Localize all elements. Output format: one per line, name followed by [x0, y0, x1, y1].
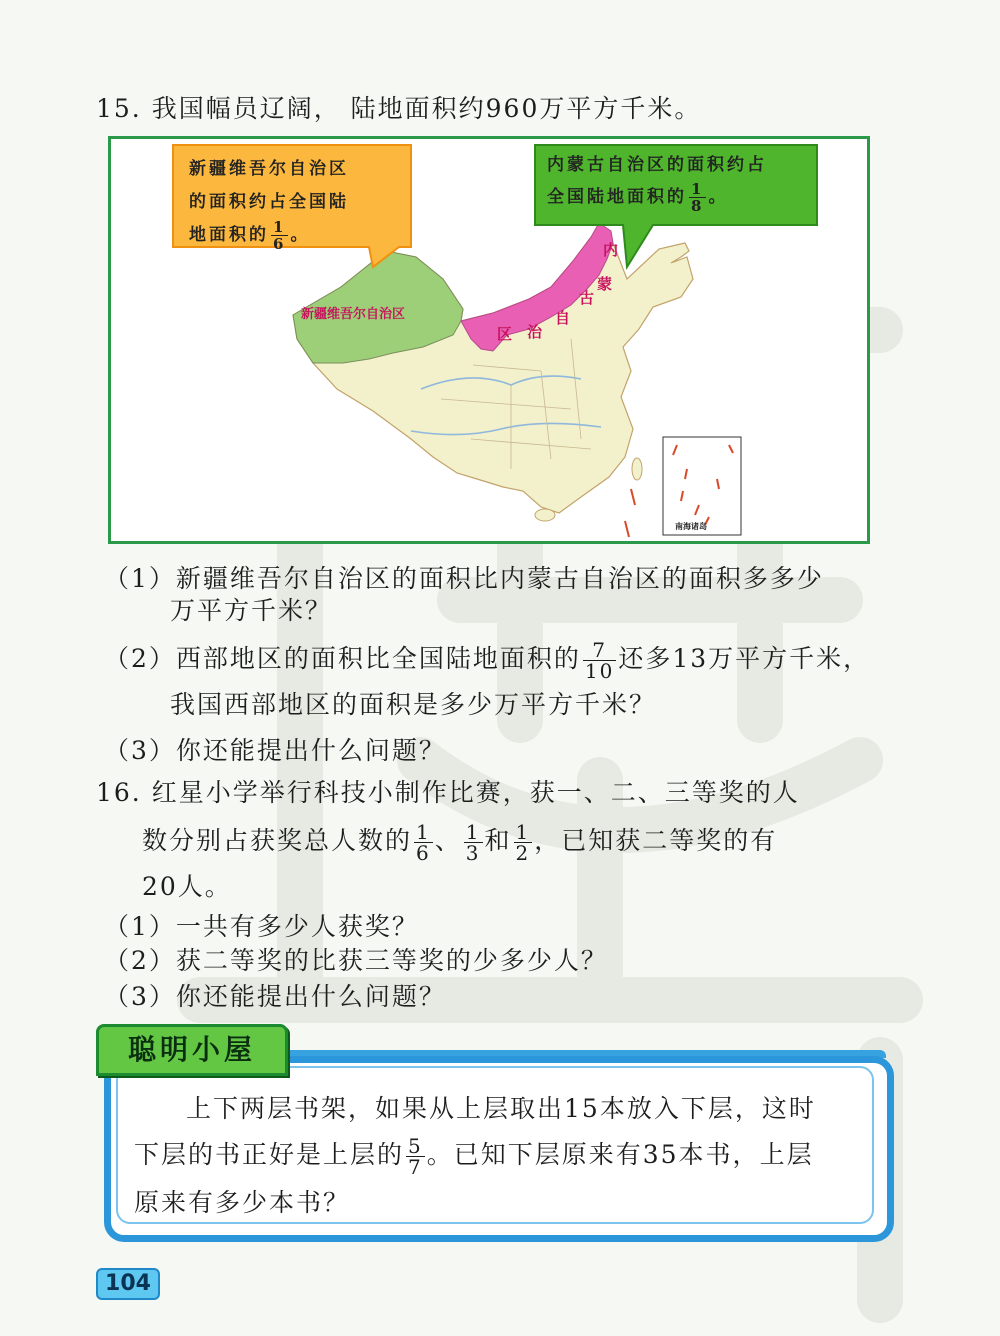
neimenggu-char-3: 古 [579, 289, 595, 307]
hainan-island [535, 509, 555, 521]
xinjiang-bubble-line3-pre: 地面积的 [189, 225, 269, 245]
fraction-seven-tenths [583, 640, 616, 681]
problem-16-line3: 20人。 [142, 872, 232, 901]
fraction-denominator: 6 [416, 841, 431, 865]
p15-q1-line1: 新疆维吾尔自治区的面积比内蒙古自治区的面积多多少 [175, 564, 824, 593]
fraction-denominator: 3 [465, 841, 481, 865]
page-number: 104 [96, 1268, 160, 1300]
problem-16-line1: 16. 红星小学举行科技小制作比赛，获一、二、三等奖的人 [96, 778, 800, 807]
xinjiang-bubble-line3 [189, 219, 349, 252]
fraction-numerator: 5 [408, 1134, 423, 1158]
neimenggu-bubble-line2-post: 。 [708, 187, 729, 207]
p16-line2-pre: 数分别占获奖总人数的 [142, 826, 413, 855]
p15-question-1 [104, 562, 824, 596]
neimenggu-char-1: 内 [603, 241, 619, 259]
p15-question-2 [104, 636, 870, 682]
fraction-numerator: 1 [465, 820, 481, 844]
neimenggu-char-2: 蒙 [597, 275, 613, 293]
clever-house-line2 [134, 1132, 814, 1178]
clever-house-line2-post: 。已知下层原来有35本书，上层 [426, 1140, 814, 1169]
p15-q1-label: （1） [104, 564, 176, 593]
fraction-one-sixth [414, 822, 433, 863]
p15-q2-pre: 西部地区的面积比全国陆地面积的 [175, 644, 581, 673]
p16-line2-post: ，已知获二等奖的有 [534, 826, 778, 855]
p16-question-1 [104, 910, 419, 944]
fraction-denominator: 8 [691, 197, 705, 215]
p15-q3-label: （3） [104, 736, 176, 765]
clever-house-line3: 原来有多少本书？ [134, 1188, 351, 1217]
p15-q2-post: 还多13万平方千米， [618, 644, 871, 673]
fraction-numerator: 1 [273, 218, 287, 236]
fraction-numerator: 1 [515, 820, 531, 844]
fraction-denominator: 7 [408, 1155, 423, 1179]
fraction-numerator: 7 [592, 638, 608, 662]
fraction-numerator: 1 [416, 820, 431, 844]
fraction-denominator: 10 [584, 659, 615, 683]
clever-house-line1: 上下两层书架，如果从上层取出15本放入下层，这时 [186, 1094, 816, 1123]
p15-q1-line2: 万平方千米？ [170, 596, 333, 625]
fraction-one-sixth [271, 219, 288, 252]
p16-sep2: 和 [484, 826, 512, 855]
neimenggu-char-6: 区 [497, 325, 513, 343]
clever-house-title: 聪明小屋 [96, 1024, 288, 1076]
p15-q2-line2: 我国西部地区的面积是多少万平方千米？ [170, 690, 657, 719]
sea-dashes [625, 489, 635, 537]
clever-house-line2-pre: 下层的书正好是上层的 [134, 1140, 405, 1169]
xinjiang-bubble-line2: 的面积约占全国陆 [189, 192, 349, 212]
p16-q2-text: 获二等奖的比获三等奖的少多少人？ [175, 946, 608, 975]
fraction-five-sevenths [406, 1136, 425, 1177]
p16-sep1: 、 [434, 826, 462, 855]
south-china-sea-islands-label: 南海诸岛 [675, 522, 707, 531]
china-map [108, 136, 870, 544]
neimenggu-char-5: 治 [527, 323, 543, 341]
neimenggu-bubble-line2 [547, 181, 767, 214]
problem-15-heading: 15. 我国幅员辽阔， 陆地面积约960万平方千米。 [96, 94, 702, 123]
xinjiang-bubble-line1: 新疆维吾尔自治区 [189, 159, 349, 179]
fraction-one-eighth [689, 181, 706, 214]
p16-q3-label: （3） [104, 982, 176, 1011]
xinjiang-bubble-text [189, 153, 349, 252]
neimenggu-char-4: 自 [555, 309, 571, 327]
fraction-one-third [464, 822, 483, 863]
p16-question-3 [104, 980, 446, 1014]
p16-question-2 [104, 944, 608, 978]
xinjiang-bubble-line3-post: 。 [290, 225, 311, 245]
fraction-one-half [514, 822, 533, 863]
p15-q3-text: 你还能提出什么问题？ [175, 736, 446, 765]
xinjiang-map-label: 新疆维吾尔自治区 [301, 307, 406, 322]
p16-q1-text: 一共有多少人获奖？ [175, 912, 419, 941]
p16-q2-label: （2） [104, 946, 176, 975]
taiwan-island [632, 458, 642, 480]
problem-16-line2 [142, 818, 777, 864]
neimenggu-bubble-line1: 内蒙古自治区的面积约占 [547, 155, 767, 175]
fraction-denominator: 6 [273, 235, 287, 253]
p15-question-3 [104, 734, 446, 768]
p16-q3-text: 你还能提出什么问题？ [175, 982, 446, 1011]
p16-q1-label: （1） [104, 912, 176, 941]
fraction-denominator: 2 [515, 841, 531, 865]
neimenggu-bubble-line2-pre: 全国陆地面积的 [547, 187, 687, 207]
p15-q2-label: （2） [104, 644, 176, 673]
neimenggu-bubble-text [547, 149, 767, 214]
fraction-numerator: 1 [691, 180, 705, 198]
